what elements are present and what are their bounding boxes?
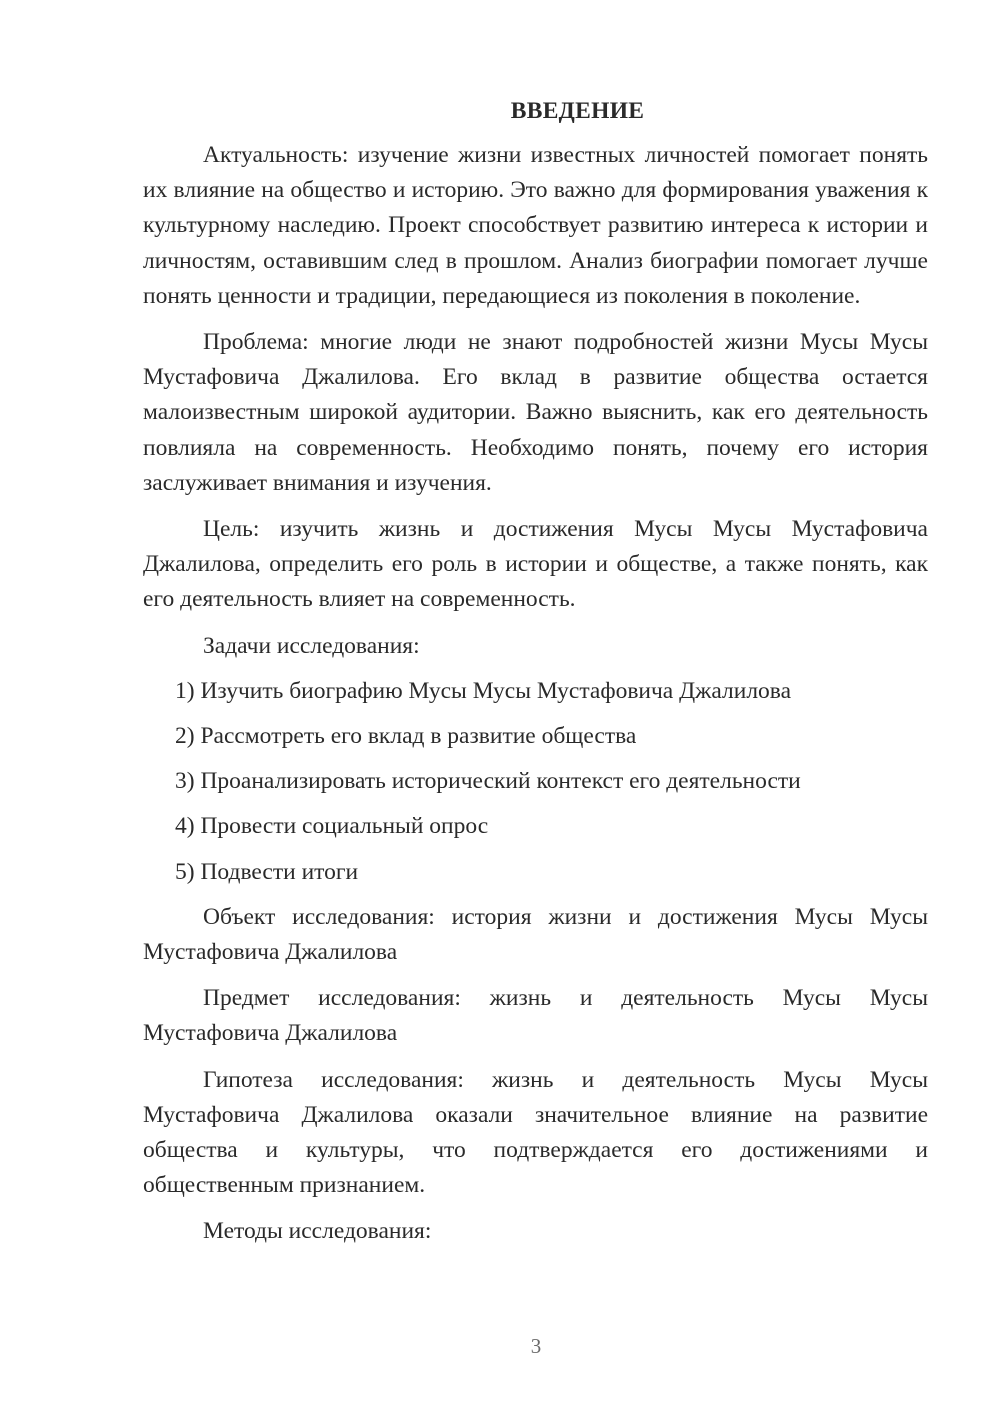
object-paragraph: Объект исследования: история жизни и достижения Мусы Мусы Мустафовича Джалилова [143,903,928,966]
list-item: 3) Проанализировать исторический контекст его деятельности [175,768,801,795]
hypothesis-paragraph: Гипотеза исследования: жизнь и деятельность Мусы Мусы Мустафовича Джалилова оказали значительное влияние на развитие общества и культуры, что подтверждается его достижениями и общественным признанием. [143,1066,928,1199]
page-number: 3 [530,1334,542,1358]
tasks-label: Задачи исследования: [203,632,420,659]
problem-paragraph: Проблема: многие люди не знают подробностей жизни Мусы Мусы Мустафовича Джалилова. Его вклад в развитие общества остается малоизвестным широкой аудитории. Важно выяснить, как его деятельность повлияла на современность. Необходимо понять, почему его история заслуживает внимания и изучения. [143,329,928,496]
relevance-paragraph: Актуальность: изучение жизни известных личностей помогает понять их влияние на общество и историю. Это важно для формирования уважения к культурному наследию. Проект способствует развитию интереса к истории и личностям, оставившим след в прошлом. Анализ биографии помогает лучше понять ценности и традиции, передающиеся из поколения в поколение. [143,142,928,309]
page-title: ВВЕДЕНИЕ [510,98,645,124]
methods-label: Методы исследования: [203,1218,432,1245]
list-item: 4) Провести социальный опрос [175,813,489,840]
tasks-list [143,674,928,890]
goal-paragraph: Цель: изучить жизнь и достижения Мусы Мусы Мустафовича Джалилова, определить его роль в истории и обществе, а также понять, как его деятельность влияет на современность. [143,516,928,613]
list-item: 2) Рассмотреть его вклад в развитие общества [175,723,637,750]
page-content [143,96,928,1250]
list-item: 5) Подвести итоги [175,858,359,885]
subject-paragraph: Предмет исследования: жизнь и деятельность Мусы Мусы Мустафовича Джалилова [143,985,928,1047]
list-item: 1) Изучить биографию Мусы Мусы Мустафовича Джалилова [175,677,792,704]
